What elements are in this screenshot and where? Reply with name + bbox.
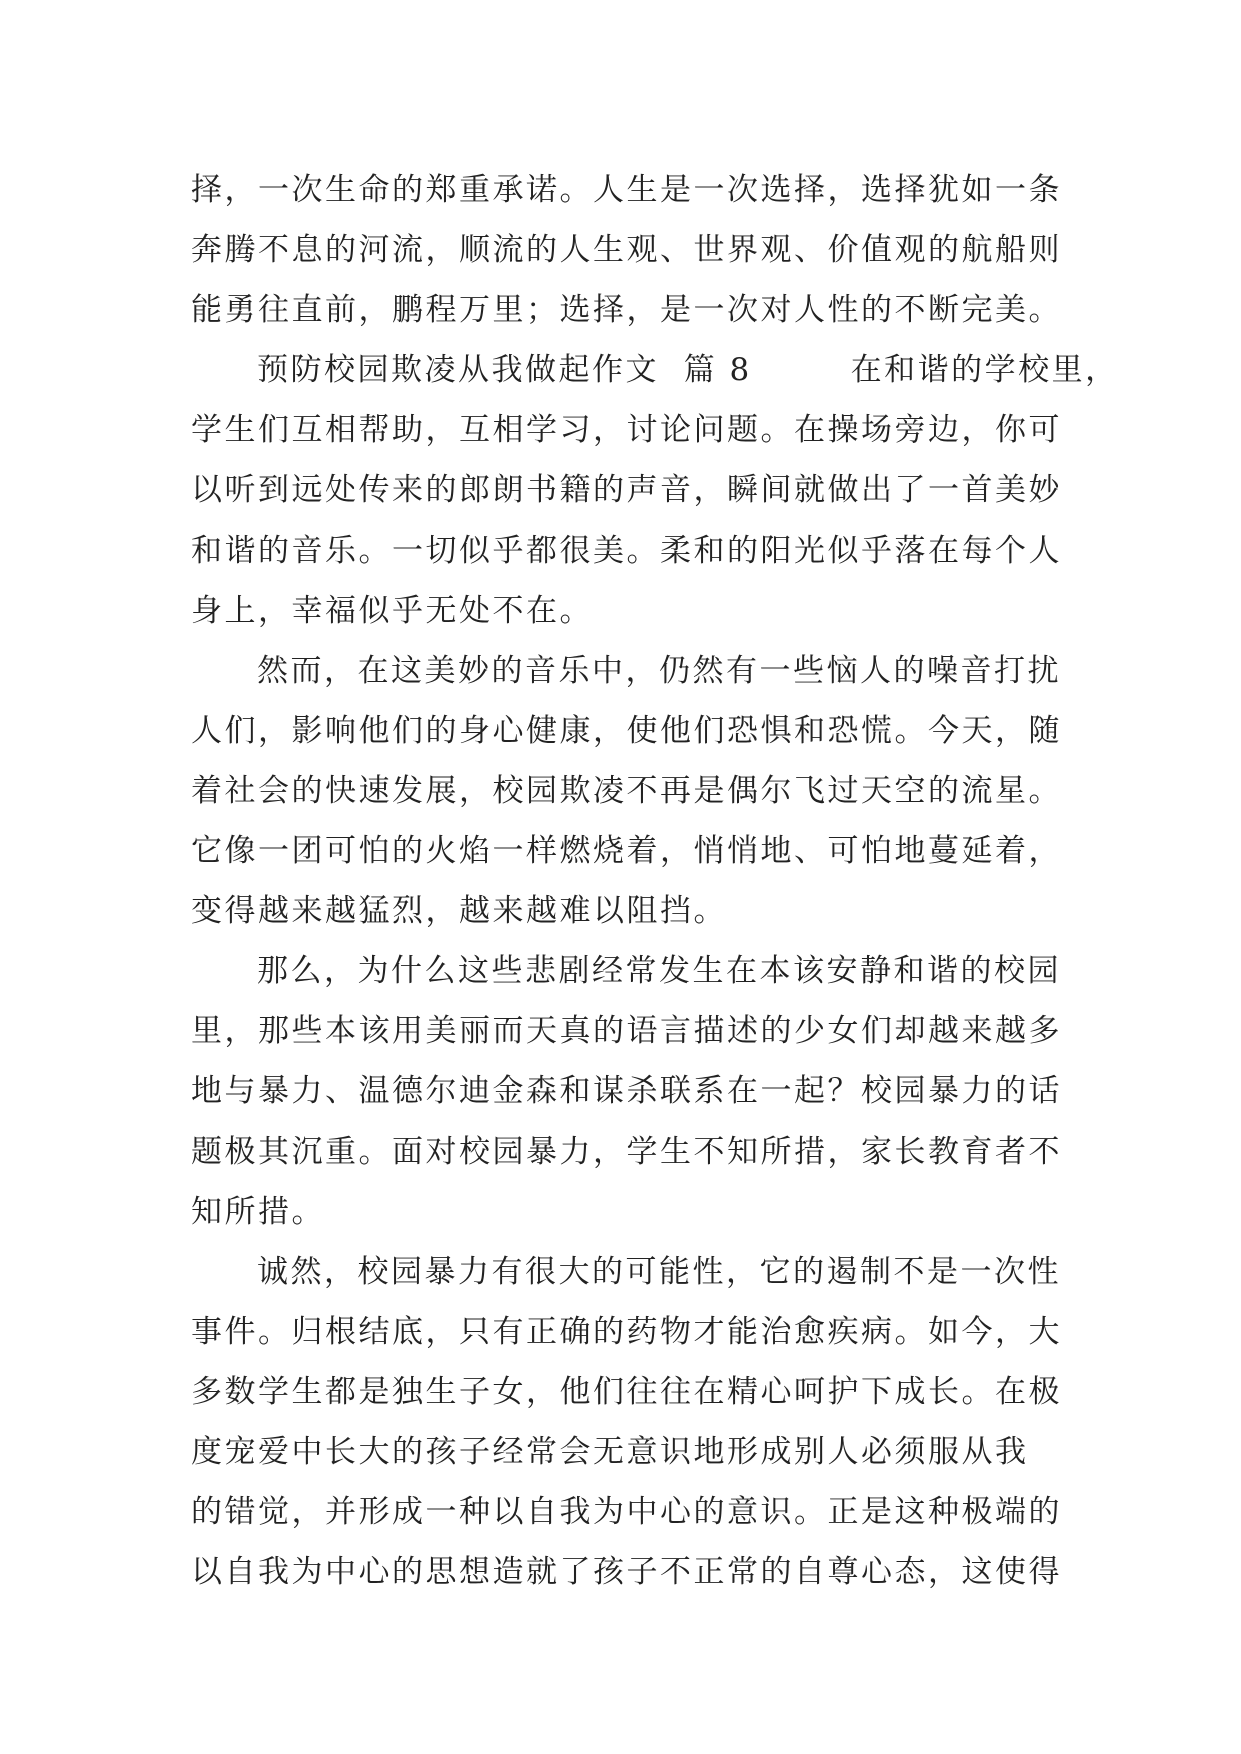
text-line: 以听到远处传来的郎朗书籍的声音，瞬间就做出了一首美妙 [191,472,1062,509]
text-line: 它像一团可怕的火焰一样燃烧着，悄悄地、可怕地蔓延着， [191,833,1062,870]
text-line: 题极其沉重。面对校园暴力，学生不知所措，家长教育者不 [191,1133,1062,1170]
document-body [191,160,1119,1602]
text-line: 度宠爱中长大的孩子经常会无意识地形成别人必须服从我 [191,1433,1029,1470]
text-line: 学生们互相帮助，互相学习，讨论问题。在操场旁边，你可 [191,412,1062,449]
paragraph-start-line: 那么，为什么这些悲剧经常发生在本该安静和谐的校园 [257,953,1061,990]
text-line: 变得越来越猛烈，越来越难以阻挡。 [191,893,727,930]
paragraph-start-line: 然而，在这美妙的音乐中，仍然有一些恼人的噪音打扰 [257,652,1061,689]
text-line: 和谐的音乐。一切似乎都很美。柔和的阳光似乎落在每个人 [191,532,1062,569]
text-line: 着社会的快速发展，校园欺凌不再是偶尔飞过天空的流星。 [191,772,1062,809]
section-heading-line: 预防校园欺凌从我做起作文 篇 8 在和谐的学校里， [257,352,1119,389]
text-line: 地与暴力、温德尔迪金森和谋杀联系在一起？校园暴力的话 [191,1073,1062,1110]
text-line: 知所措。 [191,1193,325,1230]
paragraph-start-line: 诚然，校园暴力有很大的可能性，它的遏制不是一次性 [257,1253,1061,1290]
text-line: 的错觉，并形成一种以自我为中心的意识。正是这种极端的 [191,1494,1062,1531]
text-line: 事件。归根结底，只有正确的药物才能治愈疾病。如今，大 [191,1313,1062,1350]
text-line: 里，那些本该用美丽而天真的语言描述的少女们却越来越多 [191,1013,1062,1050]
text-line: 以自我为中心的思想造就了孩子不正常的自尊心态，这使得 [191,1554,1062,1591]
text-line: 人们，影响他们的身心健康，使他们恐惧和恐慌。今天，随 [191,712,1062,749]
text-line: 能勇往直前，鹏程万里；选择，是一次对人性的不断完美。 [191,292,1062,329]
text-line: 奔腾不息的河流，顺流的人生观、世界观、价值观的航船则 [191,232,1062,269]
text-line: 身上，幸福似乎无处不在。 [191,592,593,629]
text-line: 择，一次生命的郑重承诺。人生是一次选择，选择犹如一条 [191,172,1062,208]
text-line: 多数学生都是独生子女，他们往往在精心呵护下成长。在极 [191,1373,1062,1410]
